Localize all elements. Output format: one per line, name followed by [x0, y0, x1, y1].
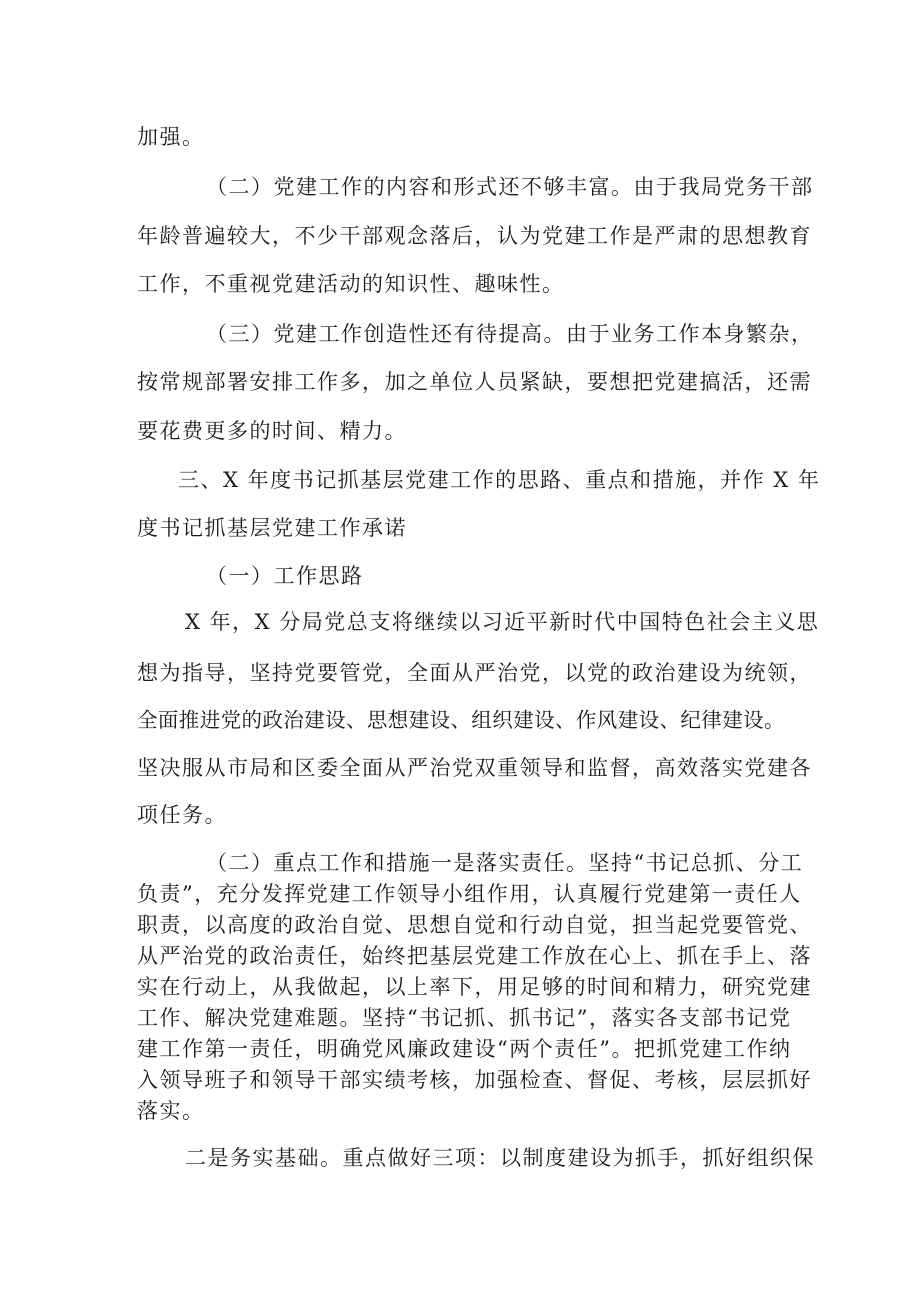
text-line: 建工作第一责任，明确党风廉政建设“两个责任”。把抓党建工作纳	[137, 1037, 792, 1061]
text-line: 加强。	[137, 125, 205, 149]
text-line: 项任务。	[137, 803, 227, 827]
section-heading: 三、X 年度书记抓基层党建工作的思路、重点和措施，并作 X 年	[178, 468, 821, 492]
text-line: 年龄普遍较大，不少干部观念落后，认为党建工作是严肃的思想教育	[137, 224, 812, 248]
text-line: 落实。	[137, 1099, 205, 1123]
section-heading: 度书记抓基层党建工作承诺	[137, 516, 407, 540]
text-line: 工作，不重视党建活动的知识性、趣味性。	[137, 272, 565, 296]
text-line: 入领导班子和领导干部实绩考核，加强检查、督促、考核，层层抓好	[137, 1068, 812, 1092]
subsection-heading: （一）工作思路	[206, 564, 364, 588]
text-line: 实在行动上，从我做起，以上率下，用足够的时间和精力，研究党建	[137, 975, 812, 999]
text-line: 从严治党的政治责任，始终把基层党建工作放在心上、抓在手上、落	[137, 944, 812, 968]
text-line: 全面推进党的政治建设、思想建设、组织建设、作风建设、纪律建设。	[137, 708, 785, 732]
text-line: 二是务实基础。重点做好三项：以制度建设为抓手，抓好组织保	[185, 1146, 815, 1170]
text-line: 工作、解决党建难题。坚持“书记抓、抓书记”，落实各支部书记党	[137, 1006, 792, 1030]
text-line: （三）党建工作创造性还有待提高。由于业务工作本身繁杂，	[206, 322, 814, 346]
text-line: 按常规部署安排工作多，加之单位人员紧缺，要想把党建搞活，还需	[137, 370, 812, 394]
text-line: 职责，以高度的政治自觉、思想自觉和行动自觉，担当起党要管党、	[137, 913, 812, 937]
text-line: 坚决服从市局和区委全面从严治党双重领导和监督，高效落实党建各	[137, 756, 812, 780]
text-line: X 年，X 分局党总支将继续以习近平新时代中国特色社会主义思	[185, 610, 820, 634]
text-line: 要花费更多的时间、精力。	[137, 419, 407, 443]
text-line: （二）党建工作的内容和形式还不够丰富。由于我局党务干部	[206, 175, 814, 199]
text-line: 想为指导，坚持党要管党，全面从严治党，以党的政治建设为统领，	[137, 661, 812, 685]
text-line: 负责”，充分发挥党建工作领导小组作用，认真履行党建第一责任人	[137, 882, 802, 906]
text-line: （二）重点工作和措施一是落实责任。坚持“书记总抓、分工	[206, 851, 804, 875]
